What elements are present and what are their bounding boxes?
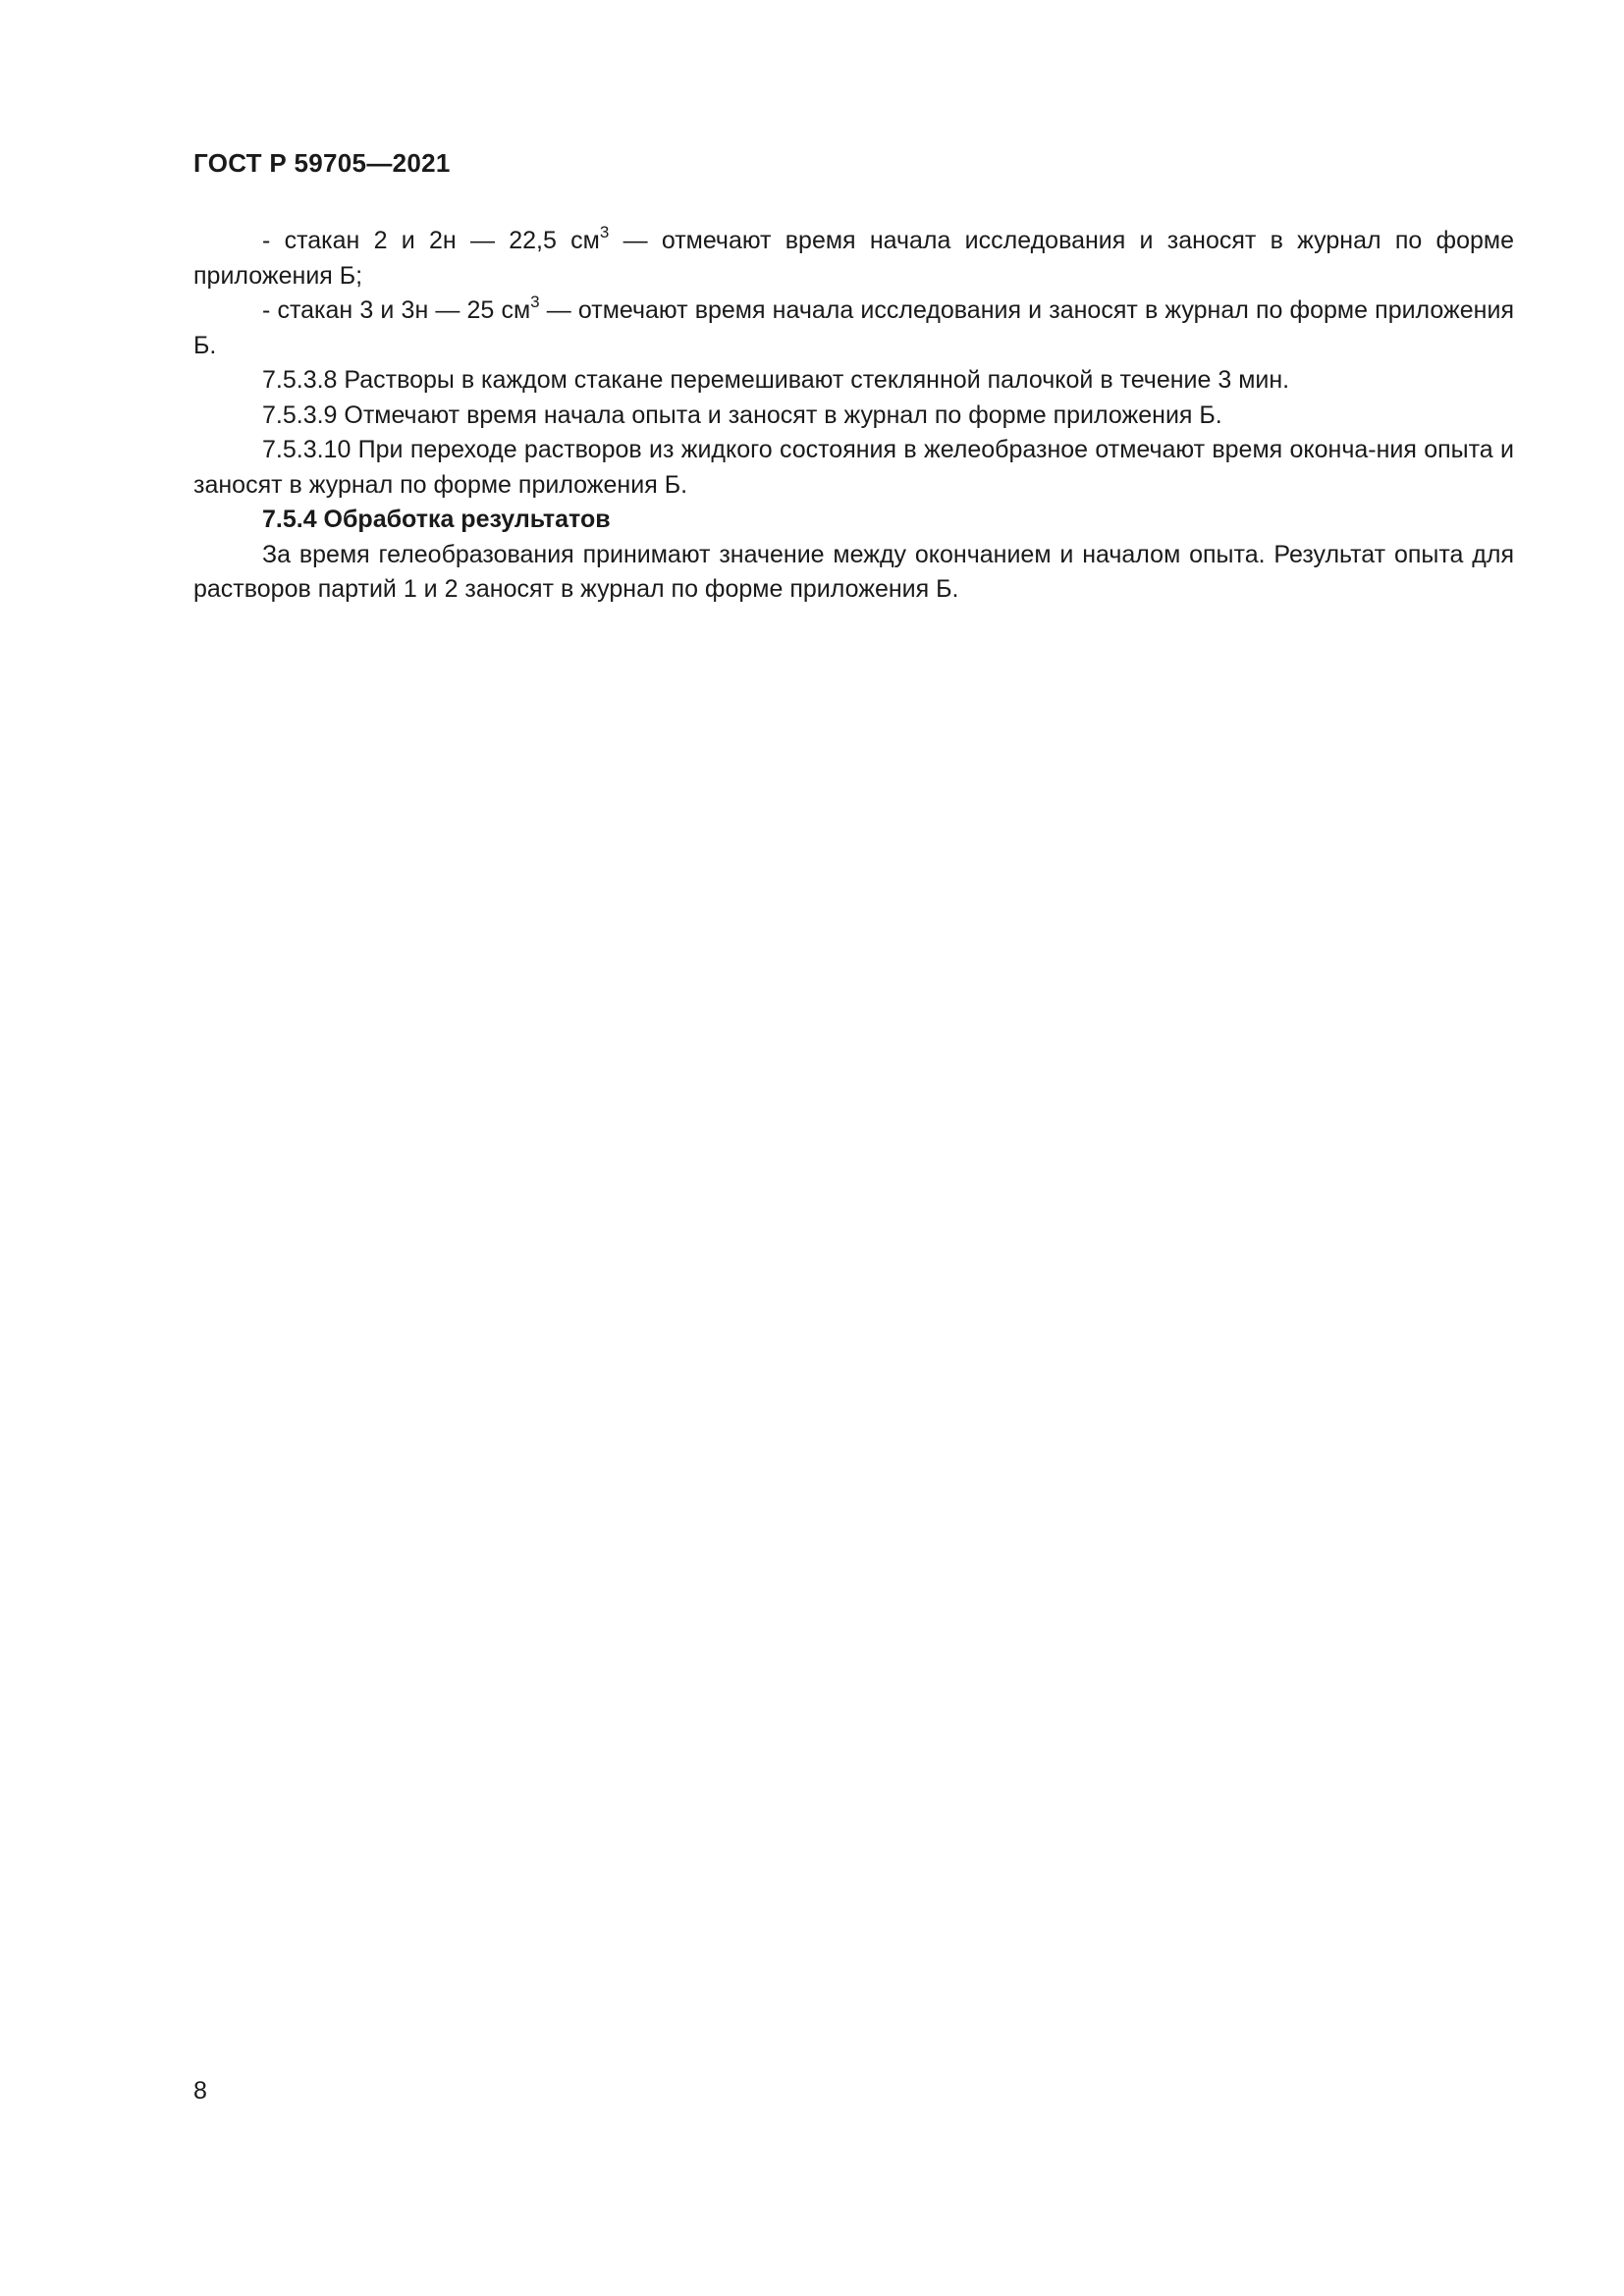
paragraph-7-5-3-9: 7.5.3.9 Отмечают время начала опыта и заносят в журнал по форме приложения Б. [262,400,1222,429]
paragraph-glass-3 [193,294,1514,363]
paragraph-7-5-3-8: 7.5.3.8 Растворы в каждом стакане перемешивают стеклянной палочкой в течение 3 мин. [262,366,1290,394]
paragraph-text: — отмечают время начала исследования и заносят в журнал по форме приложения Б; [193,227,1515,290]
document-header: ГОСТ Р 59705—2021 [193,148,451,178]
paragraph-text: — отмечают время начала исследования и заносят в журнал по форме приложения Б. [193,296,1514,359]
paragraph-text: - стакан 2 и 2н — 22,5 см [262,227,600,254]
paragraph-glass-2 [193,224,1514,294]
paragraph-7-5-3-10: 7.5.3.10 При переходе растворов из жидкого состояния в желеобразное отмечают время оконча-ния опыта и заносят в журнал по форме приложения Б. [193,436,1514,499]
superscript: 3 [599,222,610,241]
section-heading-7-5-4: 7.5.4 Обработка результатов [262,506,611,533]
document-body [193,224,1514,608]
superscript: 3 [530,292,540,311]
page-number: 8 [193,2077,207,2105]
paragraph-results: За время гелеобразования принимают значение между окончанием и началом опыта. Результат опыта для растворов партий 1 и 2 заносят в журнал по форме приложения Б. [193,540,1514,603]
paragraph-text: - стакан 3 и 3н — 25 см [262,296,531,324]
